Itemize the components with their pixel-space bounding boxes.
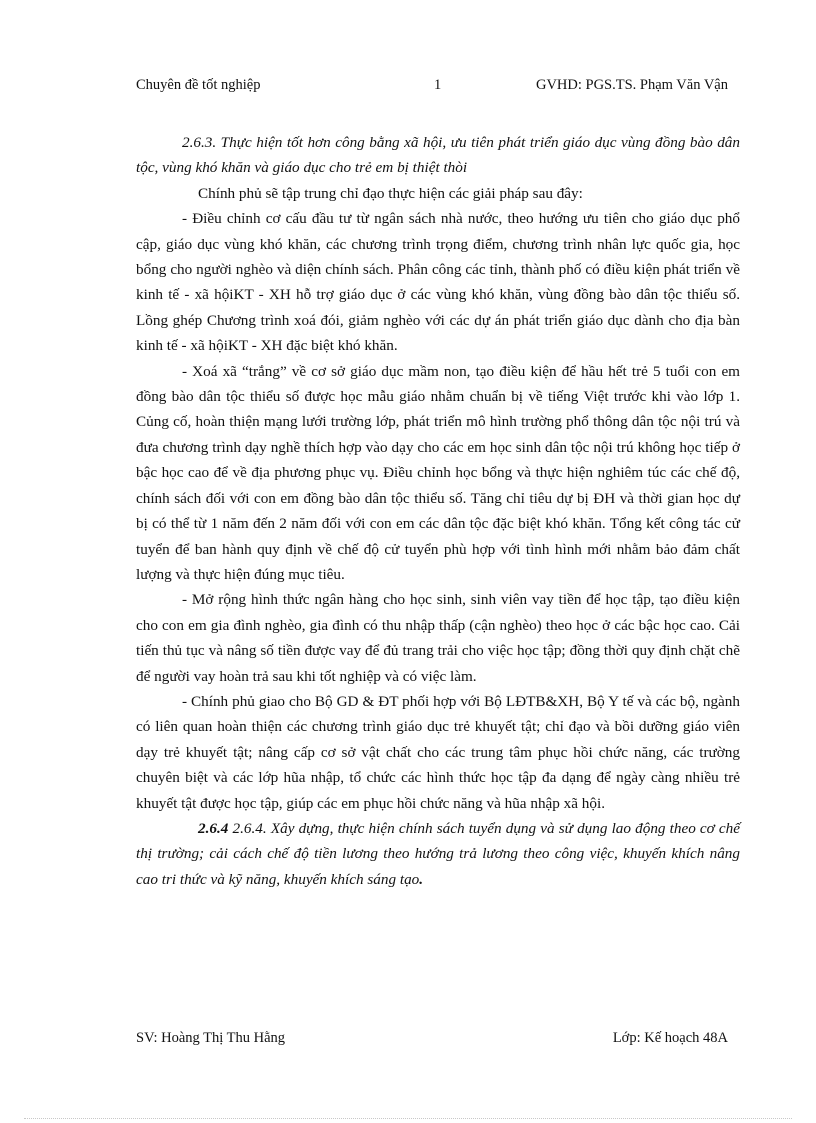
footer-class: Lớp: Kế hoạch 48A: [612, 1030, 728, 1046]
heading-text: 2.6.4. Xây dựng, thực hiện chính sách tuyển dụng và sử dụng lao động theo cơ chế thị trường; cải cách chế độ tiền lương theo hướng trả lương theo công việc, khuyến khích nâng cao tri thức và kỹ năng, khuyến khích sáng tạo: [136, 819, 740, 888]
heading-number: 2.6.4: [198, 819, 229, 837]
section-heading-2-6-4: [136, 816, 740, 892]
header-supervisor: GVHD: PGS.TS. Phạm Văn Vận: [535, 77, 728, 93]
section-heading-2-6-3: 2.6.3. Thực hiện tốt hơn công bằng xã hội, ưu tiên phát triển giáo dục vùng đồng bào dân tộc, vùng khó khăn và giáo dục cho trẻ em bị thiệt thòi: [136, 134, 740, 177]
paragraph-budget: - Điều chỉnh cơ cấu đầu tư từ ngân sách nhà nước, theo hướng ưu tiên cho giáo dục phổ cập, giáo dục vùng khó khăn, các chương trình trọng điểm, chương trình nhân lực quốc gia, học bổng cho người nghèo và diện chính sách. Phân công các tỉnh, thành phố có điều kiện phát triển về kinh tế - xã hộiKT - XH hỗ trợ giáo dục ở các vùng khó khăn, vùng đồng bào dân tộc thiểu số. Lồng ghép Chương trình xoá đói, giảm nghèo với các dự án phát triển giáo dục dành cho địa bàn kinh tế - xã hộiKT - XH đặc biệt khó khăn.: [136, 210, 740, 355]
page-bottom-divider: [24, 1118, 792, 1119]
paragraph-preschool: - Xoá xã “trắng” về cơ sở giáo dục mầm non, tạo điều kiện để hầu hết trẻ 5 tuổi con em đồng bào dân tộc thiểu số được học mẫu giáo nhằm chuẩn bị về tiếng Việt trước khi vào lớp 1. Củng cố, hoàn thiện mạng lưới trường lớp, phát triển mô hình trường phổ thông dân tộc nội trú và đưa chương trình dạy nghề thích hợp vào dạy cho các em học sinh dân tộc nội trú không học tiếp ở bậc học cao để về địa phương phục vụ. Điều chỉnh học bổng và thực hiện nghiêm túc các chế độ, chính sách đối với con em đồng bào dân tộc thiểu số. Tăng chỉ tiêu dự bị ĐH và thời gian học dự bị có thể từ 1 năm đến 2 năm đối với con em các dân tộc đặc biệt khó khăn. Tổng kết công tác cử tuyển để ban hành quy định về chế độ cử tuyển phù hợp với tình hình mới nhằm bảo đảm chất lượng và thực hiện đúng mục tiêu.: [136, 362, 740, 583]
document-body: [136, 130, 740, 892]
footer-student: SV: Hoàng Thị Thu Hằng: [136, 1030, 286, 1046]
paragraph-student-loans: - Mở rộng hình thức ngân hàng cho học sinh, sinh viên vay tiền để học tập, tạo điều kiện cho con em gia đình nghèo, gia đình có thu nhập thấp (cận nghèo) theo học ở các bậc học cao. Cải tiến thủ tục và nâng số tiền được vay để đủ trang trải cho việc học tập; đồng thời quy định chặt chẽ để người vay hoàn trả sau khi tốt nghiệp và có việc làm.: [136, 591, 740, 685]
header-title: Chuyên đề tốt nghiệp: [136, 77, 261, 93]
page-number: 1: [434, 77, 442, 93]
intro-paragraph: Chính phủ sẽ tập trung chỉ đạo thực hiện các giải pháp sau đây:: [198, 184, 583, 202]
heading-end: .: [419, 870, 424, 888]
paragraph-disabled-children: - Chính phủ giao cho Bộ GD & ĐT phối hợp với Bộ LĐTB&XH, Bộ Y tế và các bộ, ngành có liên quan hoàn thiện các chương trình giáo dục trẻ khuyết tật; chỉ đạo và bồi dưỡng giáo viên dạy trẻ khuyết tật; nâng cấp cơ sở vật chất cho các trung tâm phục hồi chức năng, các trường chuyên biệt và các lớp hũa nhập, tổ chức các hình thức học tập đa dạng để ngày càng nhiều trẻ khuyết tật được học tập, giúp các em phục hồi chức năng và hũa nhập xã hội.: [136, 692, 740, 812]
